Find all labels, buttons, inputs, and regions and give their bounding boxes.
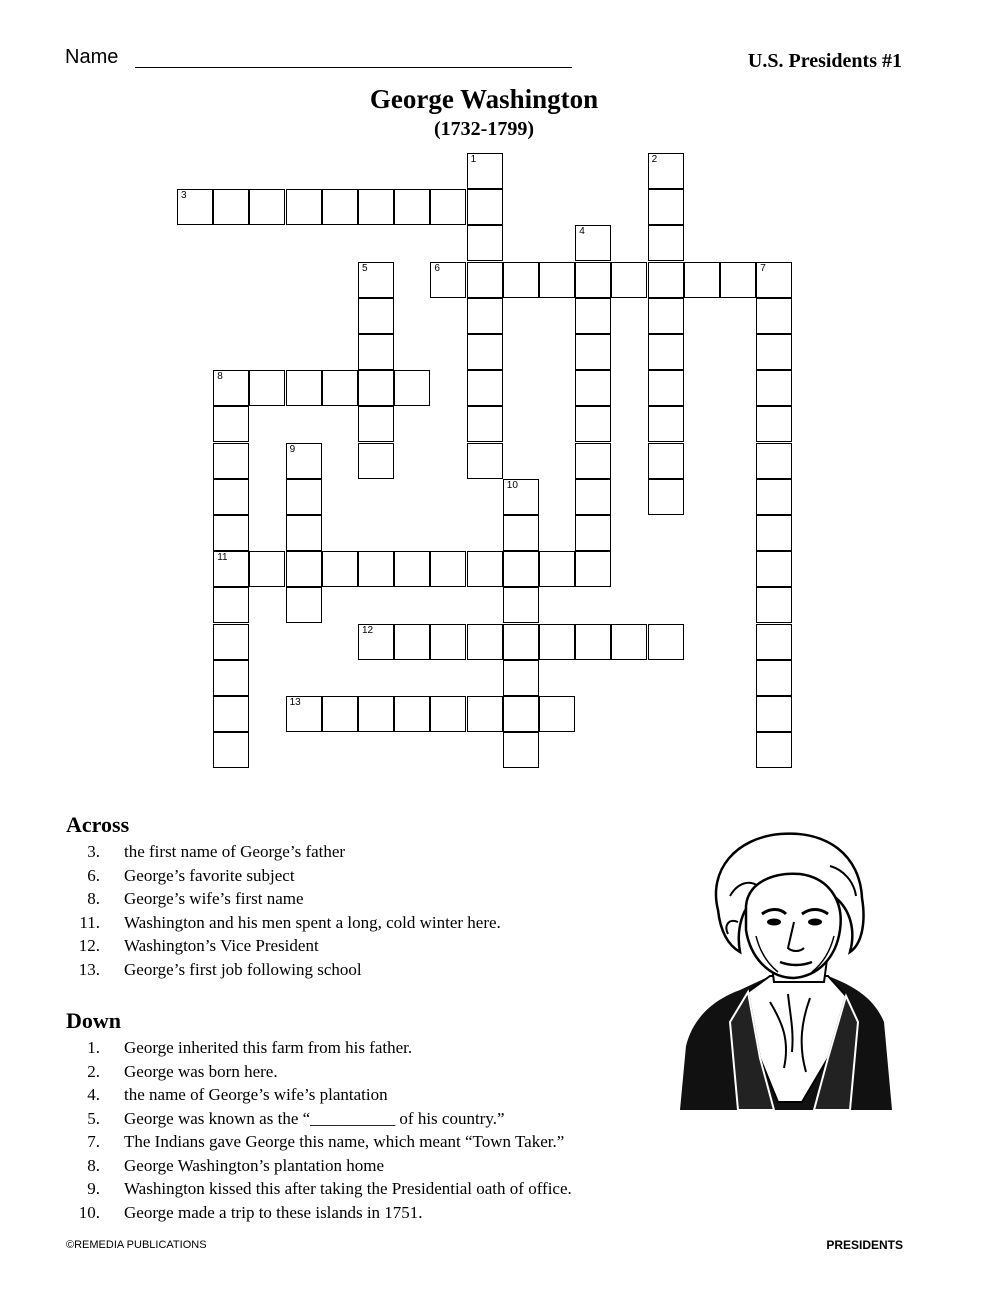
crossword-cell[interactable] [648, 443, 684, 479]
cell-clue-number: 7 [760, 262, 766, 274]
series-title: U.S. Presidents #1 [747, 50, 902, 72]
cell-clue-number: 5 [362, 262, 368, 274]
clue-across-11 [66, 911, 501, 935]
crossword-cell[interactable] [358, 551, 394, 587]
crossword-cell[interactable] [467, 189, 503, 225]
clue-text: Washington and his men spent a long, cold winter here. [124, 912, 501, 932]
clue-number: 1. [87, 1038, 100, 1057]
crossword-cell[interactable] [358, 262, 394, 298]
clue-down-7 [66, 1130, 572, 1154]
crossword-cell[interactable] [756, 660, 792, 696]
clue-text: George’s first job following school [124, 959, 362, 979]
crossword-cell[interactable] [394, 189, 430, 225]
crossword-cell[interactable] [467, 696, 503, 732]
crossword-cell[interactable] [286, 479, 322, 515]
crossword-cell[interactable] [756, 624, 792, 660]
clue-number: 8. [87, 1155, 100, 1175]
crossword-cell[interactable] [358, 624, 394, 660]
down-clue-list [66, 1036, 572, 1224]
crossword-cell[interactable] [430, 551, 466, 587]
clue-text: George was known as the “__________ of his country.” [124, 1108, 505, 1128]
clue-text: the name of George’s wife’s plantation [124, 1085, 388, 1104]
george-washington-portrait [678, 826, 893, 1110]
clue-number: 12. [78, 936, 100, 955]
crossword-cell[interactable] [394, 696, 430, 732]
crossword-cell[interactable] [213, 696, 249, 732]
crossword-cell[interactable] [503, 551, 539, 587]
crossword-cell[interactable] [213, 660, 249, 696]
crossword-cell[interactable] [322, 189, 358, 225]
crossword-cell[interactable] [648, 153, 684, 189]
crossword-cell[interactable] [467, 262, 503, 298]
crossword-cell[interactable] [503, 587, 539, 623]
crossword-cell[interactable] [575, 262, 611, 298]
crossword-cell[interactable] [213, 479, 249, 515]
crossword-cell[interactable] [575, 334, 611, 370]
crossword-cell[interactable] [358, 443, 394, 479]
clue-across-8 [66, 887, 501, 911]
cell-clue-number: 11 [217, 552, 228, 564]
page-subtitle: (1732-1799) [434, 118, 534, 140]
cell-clue-number: 1 [470, 154, 477, 165]
crossword-cell[interactable] [213, 551, 249, 587]
down-heading: Down [66, 1008, 122, 1033]
crossword-cell[interactable] [249, 551, 285, 587]
crossword-cell[interactable] [286, 587, 322, 623]
clue-number: 10. [78, 1202, 100, 1222]
crossword-cell[interactable] [286, 370, 322, 406]
crossword-cell[interactable] [286, 443, 322, 479]
cell-clue-number: 12 [362, 624, 374, 636]
crossword-cell[interactable] [286, 189, 322, 225]
clue-text: Washington kissed this after taking the Presidential oath of office. [124, 1179, 572, 1198]
clue-number: 2. [87, 1061, 100, 1081]
cell-clue-number: 4 [579, 226, 585, 238]
crossword-cell[interactable] [539, 262, 575, 298]
crossword-cell[interactable] [756, 370, 792, 406]
clue-down-9 [66, 1177, 572, 1201]
crossword-cell[interactable] [467, 153, 503, 189]
clue-text: George’s wife’s first name [124, 889, 304, 908]
crossword-cell[interactable] [213, 515, 249, 551]
clue-text: George was born here. [124, 1061, 278, 1081]
crossword-cell[interactable] [720, 262, 756, 298]
publisher-footer: ©REMEDIA PUBLICATIONS [66, 1239, 207, 1251]
crossword-cell[interactable] [213, 587, 249, 623]
crossword-cell[interactable] [648, 406, 684, 442]
crossword-cell[interactable] [648, 189, 684, 225]
clue-number: 3. [87, 842, 100, 861]
crossword-cell[interactable] [503, 479, 539, 515]
crossword-cell[interactable] [467, 551, 503, 587]
page-title: George Washington [369, 84, 599, 114]
crossword-cell[interactable] [394, 370, 430, 406]
clue-down-1 [66, 1036, 572, 1060]
clue-number: 9. [87, 1179, 100, 1198]
crossword-cell[interactable] [213, 370, 249, 406]
crossword-cell[interactable] [249, 189, 285, 225]
crossword-cell[interactable] [394, 551, 430, 587]
crossword-cell[interactable] [467, 443, 503, 479]
subject-footer: PRESIDENTS [826, 1238, 903, 1252]
crossword-cell[interactable] [358, 696, 394, 732]
clue-text: George’s favorite subject [124, 865, 295, 885]
crossword-cell[interactable] [286, 551, 322, 587]
crossword-cell[interactable] [611, 624, 647, 660]
crossword-cell[interactable] [575, 443, 611, 479]
crossword-cell[interactable] [430, 696, 466, 732]
cell-clue-number: 2 [651, 154, 658, 165]
crossword-cell[interactable] [177, 189, 213, 225]
crossword-cell[interactable] [503, 624, 539, 660]
clue-number: 7. [87, 1132, 100, 1151]
crossword-cell[interactable] [358, 334, 394, 370]
clue-across-13 [66, 958, 501, 982]
crossword-cell[interactable] [648, 624, 684, 660]
crossword-cell[interactable] [430, 262, 466, 298]
cell-clue-number: 13 [289, 697, 301, 708]
clue-text: George Washington’s plantation home [124, 1155, 385, 1175]
crossword-cell[interactable] [467, 225, 503, 261]
crossword-cell[interactable] [503, 262, 539, 298]
crossword-cell[interactable] [358, 406, 394, 442]
crossword-cell[interactable] [394, 624, 430, 660]
crossword-cell[interactable] [213, 443, 249, 479]
clue-across-6 [66, 864, 501, 888]
crossword-cell[interactable] [213, 624, 249, 660]
crossword-cell[interactable] [322, 696, 358, 732]
crossword-cell[interactable] [467, 406, 503, 442]
crossword-cell[interactable] [684, 262, 720, 298]
clue-text: Washington’s Vice President [124, 936, 319, 955]
crossword-cell[interactable] [756, 479, 792, 515]
clue-text: George inherited this farm from his father. [124, 1038, 413, 1057]
crossword-cell[interactable] [756, 696, 792, 732]
crossword-cell[interactable] [648, 262, 684, 298]
clue-down-5 [66, 1107, 572, 1131]
crossword-cell[interactable] [756, 732, 792, 768]
crossword-cell[interactable] [249, 370, 285, 406]
across-clue-list [66, 840, 501, 981]
clue-text: George made a trip to these islands in 1751. [124, 1202, 423, 1222]
clue-number: 5. [87, 1108, 100, 1128]
crossword-cell[interactable] [539, 696, 575, 732]
crossword-cell[interactable] [213, 189, 249, 225]
clue-down-8 [66, 1154, 572, 1178]
crossword-cell[interactable] [756, 443, 792, 479]
crossword-cell[interactable] [358, 189, 394, 225]
crossword-cell[interactable] [648, 479, 684, 515]
clue-number: 11. [79, 912, 100, 932]
cell-clue-number: 9 [289, 443, 296, 455]
crossword-cell[interactable] [575, 479, 611, 515]
crossword-cell[interactable] [358, 370, 394, 406]
crossword-cell[interactable] [539, 551, 575, 587]
crossword-cell[interactable] [503, 696, 539, 732]
cell-clue-number: 10 [506, 479, 518, 491]
crossword-cell[interactable] [467, 370, 503, 406]
crossword-cell[interactable] [756, 298, 792, 334]
crossword-cell[interactable] [286, 696, 322, 732]
crossword-cell[interactable] [213, 406, 249, 442]
clue-number: 6. [87, 865, 100, 885]
crossword-cell[interactable] [322, 370, 358, 406]
crossword-cell[interactable] [467, 624, 503, 660]
crossword-cell[interactable] [286, 515, 322, 551]
crossword-cell[interactable] [430, 624, 466, 660]
clue-across-12 [66, 934, 501, 958]
clue-across-3 [66, 840, 501, 864]
crossword-cell[interactable] [575, 298, 611, 334]
crossword-cell[interactable] [648, 298, 684, 334]
crossword-cell[interactable] [756, 551, 792, 587]
crossword-cell[interactable] [756, 587, 792, 623]
crossword-cell[interactable] [575, 225, 611, 261]
crossword-cell[interactable] [322, 551, 358, 587]
crossword-cell[interactable] [467, 334, 503, 370]
crossword-cell[interactable] [575, 624, 611, 660]
crossword-cell[interactable] [358, 298, 394, 334]
crossword-cell[interactable] [575, 370, 611, 406]
cell-clue-number: 8 [217, 371, 223, 383]
clue-number: 8. [87, 889, 100, 908]
crossword-cell[interactable] [467, 298, 503, 334]
crossword-cell[interactable] [539, 624, 575, 660]
across-heading: Across [66, 812, 130, 837]
crossword-cell[interactable] [503, 732, 539, 768]
crossword-cell[interactable] [756, 515, 792, 551]
crossword-cell[interactable] [648, 370, 684, 406]
crossword-cell[interactable] [648, 334, 684, 370]
crossword-cell[interactable] [503, 515, 539, 551]
crossword-cell[interactable] [611, 262, 647, 298]
clue-text: The Indians gave George this name, which meant “Town Taker.” [124, 1132, 565, 1151]
crossword-cell[interactable] [756, 262, 792, 298]
clue-down-10 [66, 1201, 572, 1225]
crossword-cell[interactable] [503, 660, 539, 696]
crossword-cell[interactable] [213, 732, 249, 768]
crossword-cell[interactable] [430, 189, 466, 225]
cell-clue-number: 3 [181, 190, 187, 202]
crossword-cell[interactable] [756, 334, 792, 370]
crossword-cell[interactable] [575, 551, 611, 587]
crossword-cell[interactable] [756, 406, 792, 442]
clue-number: 13. [78, 959, 100, 979]
clue-down-2 [66, 1060, 572, 1084]
clue-down-4 [66, 1083, 572, 1107]
clue-text: the first name of George’s father [124, 842, 346, 861]
crossword-cell[interactable] [575, 515, 611, 551]
clue-number: 4. [87, 1085, 100, 1104]
cell-clue-number: 6 [434, 262, 440, 274]
name-label: Name [65, 46, 119, 68]
crossword-cell[interactable] [575, 406, 611, 442]
crossword-cell[interactable] [648, 225, 684, 261]
